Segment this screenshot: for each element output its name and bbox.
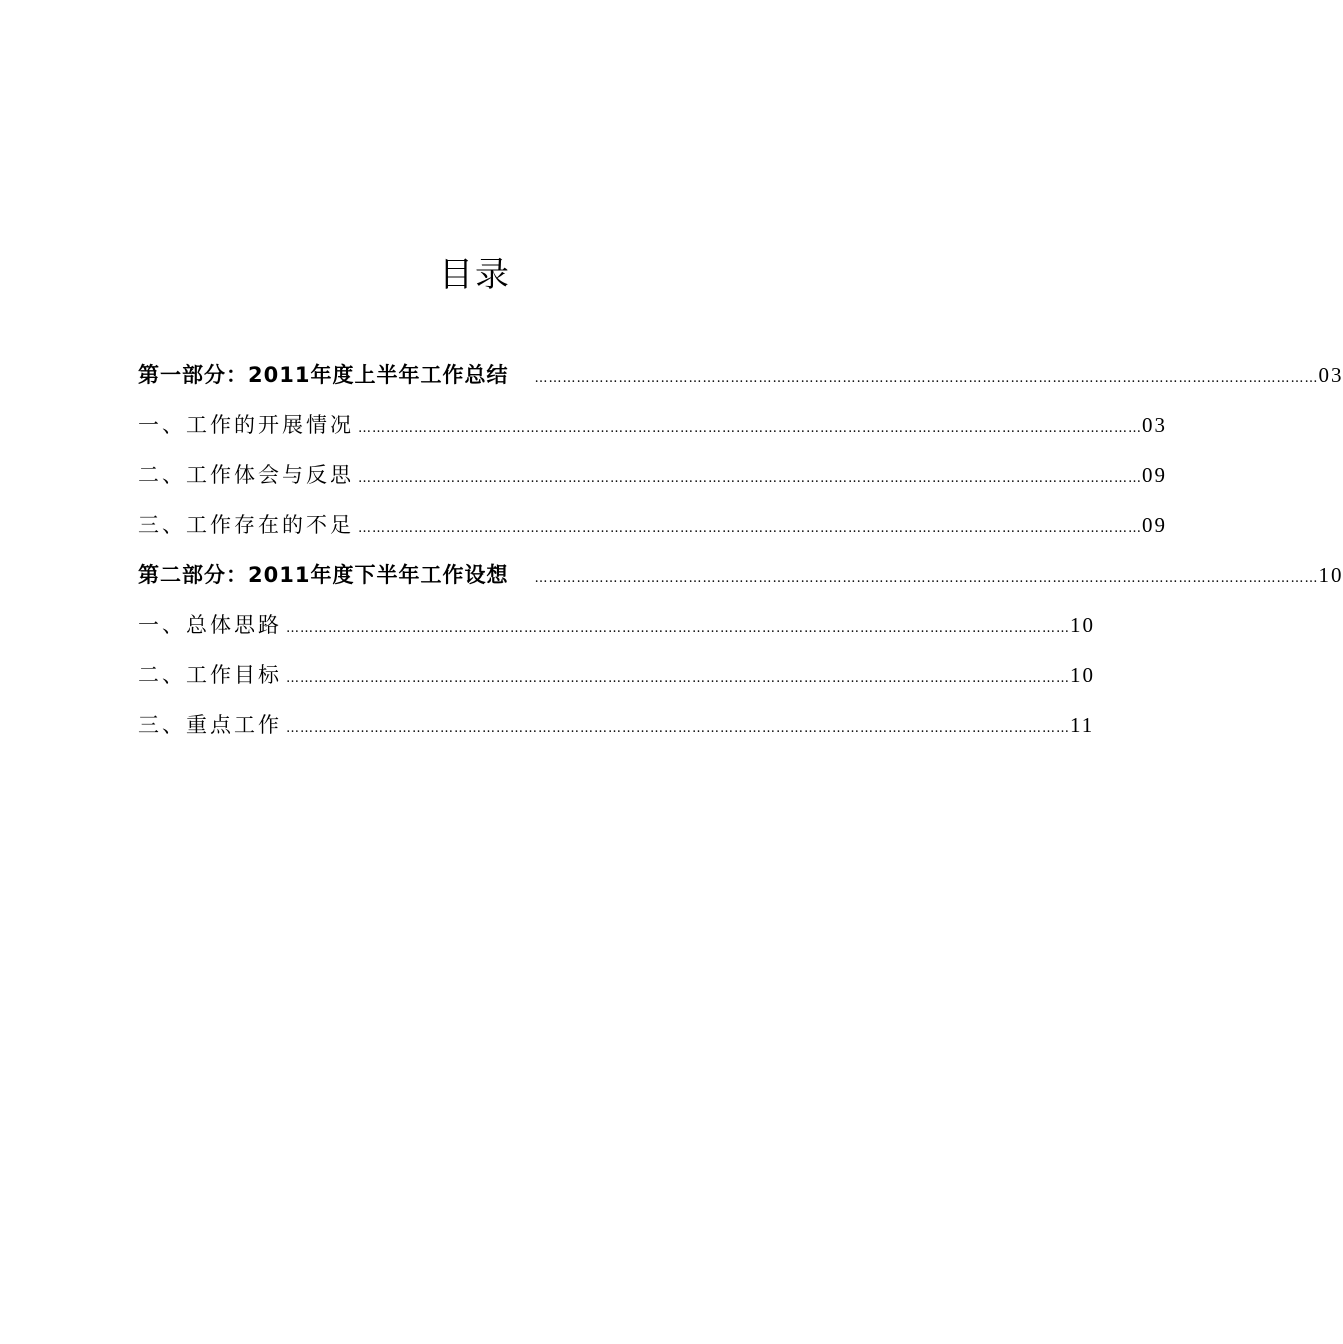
toc-page-number: 11 — [1070, 713, 1095, 737]
toc-page-number: 03 — [1142, 413, 1167, 437]
toc-entry-section[interactable] — [138, 400, 1167, 450]
toc-entry-part-1[interactable] — [138, 350, 1343, 400]
toc-entry-text: 三、重点工作 — [138, 713, 282, 737]
toc-entry-section[interactable] — [138, 500, 1167, 550]
toc-entry-section[interactable] — [138, 600, 1095, 650]
toc-page-number: 03 — [1318, 363, 1343, 387]
toc-dot-leader: …………………………………………………………………………………………………………………………………………………… — [358, 421, 1142, 436]
toc-dot-leader: …………………………………………………………………………………………………………………………………………………… — [358, 471, 1142, 486]
toc-page-number: 10 — [1070, 613, 1095, 637]
toc-page-number: 10 — [1318, 563, 1343, 587]
toc-entry-text: 二、工作体会与反思 — [138, 463, 354, 487]
toc-dot-leader: …………………………………………………………………………………………………………………………………………………… — [358, 521, 1142, 536]
toc-entry-section[interactable] — [138, 650, 1095, 700]
toc-entry-section[interactable] — [138, 700, 1095, 750]
toc-page-number: 09 — [1142, 513, 1167, 537]
toc-dot-leader: …………………………………………………………………………………………………………………………………………………… — [534, 371, 1319, 386]
table-of-contents — [138, 350, 1343, 750]
toc-page-number: 09 — [1142, 463, 1167, 487]
toc-entry-text: 二、工作目标 — [138, 663, 282, 687]
toc-dot-leader: …………………………………………………………………………………………………………………………………………………… — [286, 721, 1070, 736]
page-title: 目录 — [439, 255, 511, 295]
toc-entry-text: 一、工作的开展情况 — [138, 413, 354, 437]
toc-entry-text: 三、工作存在的不足 — [138, 513, 354, 537]
toc-dot-leader: …………………………………………………………………………………………………………………………………………………… — [286, 621, 1070, 636]
toc-page-number: 10 — [1070, 663, 1095, 687]
toc-dot-leader: …………………………………………………………………………………………………………………………………………………… — [534, 571, 1319, 586]
toc-entry-text: 第一部分：2011年度上半年工作总结 — [138, 363, 509, 387]
toc-entry-section[interactable] — [138, 450, 1167, 500]
toc-entry-text: 一、总体思路 — [138, 613, 282, 637]
toc-dot-leader: …………………………………………………………………………………………………………………………………………………… — [286, 671, 1070, 686]
toc-entry-part-2[interactable] — [138, 550, 1343, 600]
toc-entry-text: 第二部分：2011年度下半年工作设想 — [138, 563, 509, 587]
